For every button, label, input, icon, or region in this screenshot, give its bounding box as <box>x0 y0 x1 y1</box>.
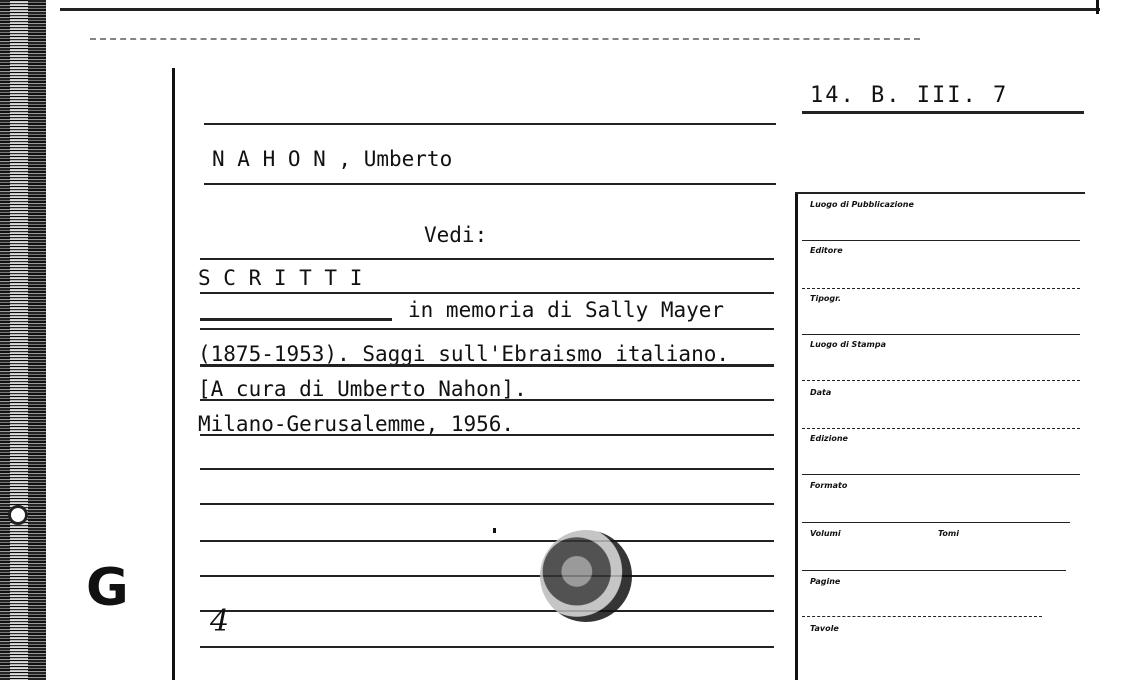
top-dashed-rule <box>90 38 920 40</box>
author-heading: N A H O N , Umberto <box>212 147 453 171</box>
ruled-line-short <box>200 318 392 321</box>
description-line-1: in memoria di Sally Mayer <box>408 298 725 322</box>
form-label-place-printing: Luogo di Stampa <box>810 340 886 349</box>
ruled-line <box>204 123 776 125</box>
form-line <box>802 570 1066 571</box>
form-line <box>802 334 1080 335</box>
handwritten-number: 4 <box>210 604 230 639</box>
description-line-2: (1875-1953). Saggi sull'Ebraismo italiano. <box>198 342 730 366</box>
ruled-line <box>200 364 774 367</box>
library-stamp <box>540 530 632 622</box>
form-label-pages: Pagine <box>810 577 841 586</box>
description-line-4: Milano-Gerusalemme, 1956. <box>198 412 515 436</box>
form-label-format: Formato <box>810 481 848 490</box>
punch-hole-icon <box>8 505 28 525</box>
description-line-3: [A cura di Umberto Nahon]. <box>198 377 527 401</box>
form-label-tomes: Tomi <box>938 529 959 538</box>
side-mark-letter: G <box>86 558 129 618</box>
form-label-place-publication: Luogo di Pubblicazione <box>810 200 914 209</box>
card-margin-line <box>172 68 175 680</box>
ruled-line <box>204 183 776 185</box>
ruled-line <box>200 258 774 260</box>
ruled-line <box>200 540 774 542</box>
ruled-line <box>200 575 774 577</box>
ruled-line <box>200 292 774 294</box>
call-number-rule <box>802 111 1084 114</box>
form-label-printer: Tipogr. <box>810 294 841 303</box>
form-line <box>802 240 1080 241</box>
form-line <box>802 616 1042 617</box>
form-line <box>802 288 1080 289</box>
see-reference: Vedi: <box>424 223 488 247</box>
ink-mark <box>493 528 496 533</box>
form-line <box>802 380 1080 381</box>
form-label-publisher: Editore <box>810 246 843 255</box>
title-word: S C R I T T I <box>198 266 363 290</box>
ruled-line <box>200 646 774 648</box>
card-corner-mark <box>1096 0 1099 14</box>
form-line <box>802 428 1080 429</box>
form-label-edition: Edizione <box>810 434 848 443</box>
ruled-line <box>200 328 774 330</box>
form-box-left-border <box>795 192 798 680</box>
form-label-volumes: Volumi <box>810 529 841 538</box>
form-line <box>802 474 1080 475</box>
form-line <box>802 522 1070 523</box>
ruled-line <box>200 610 774 612</box>
form-box-top-border <box>795 192 1085 194</box>
form-label-date: Data <box>810 388 832 397</box>
card-top-edge <box>60 8 1100 11</box>
ruled-line <box>200 399 774 401</box>
call-number: 14. B. III. 7 <box>810 83 1009 108</box>
ruled-line <box>200 468 774 470</box>
ruled-line <box>200 503 774 505</box>
ruled-line <box>200 434 774 436</box>
form-label-plates: Tavole <box>810 624 839 633</box>
scan-edge-strip <box>0 0 46 680</box>
